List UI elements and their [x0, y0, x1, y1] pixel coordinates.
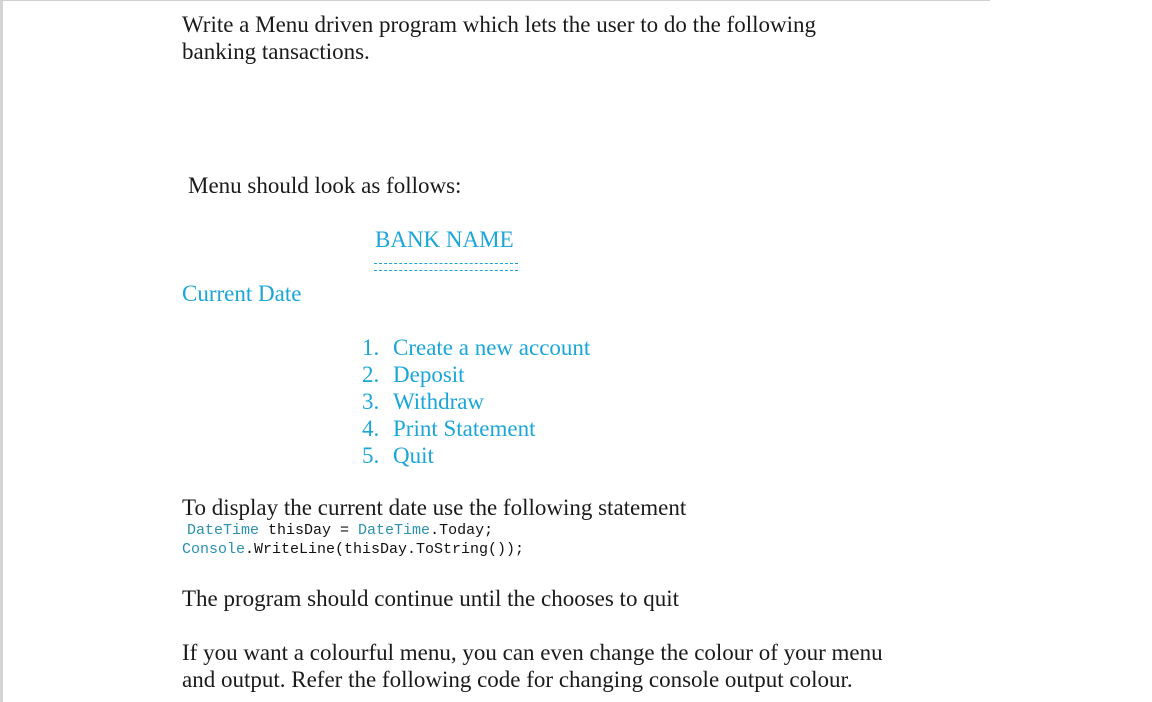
menu-item: 2. Deposit [362, 362, 465, 387]
continue-text: The program should continue until the chooses to quit [182, 586, 679, 611]
code-line-2: Console.WriteLine(thisDay.ToString()); [182, 541, 525, 558]
menu-list [362, 334, 590, 469]
date-instruction-text: To display the current date use the following statement [182, 495, 687, 520]
colour-line-2: and output. Refer the following code for changing console output colour. [182, 667, 853, 692]
menu-intro-text: Menu should look as follows: [188, 173, 462, 198]
menu-item: 1. Create a new account [362, 335, 591, 360]
intro-line-2: banking tansactions. [182, 39, 370, 64]
bank-name-heading: BANK NAME [375, 227, 514, 252]
menu-item: 3. Withdraw [362, 389, 485, 414]
top-page-rule [0, 0, 990, 1]
menu-item: 5. Quit [362, 443, 434, 468]
bank-name-underline [374, 263, 518, 271]
current-date-label: Current Date [182, 281, 302, 306]
code-line-1: DateTime thisDay = DateTime.Today; [187, 522, 494, 539]
left-margin-rule [0, 0, 3, 702]
intro-line-1: Write a Menu driven program which lets the user to do the following [182, 12, 816, 37]
menu-item: 4. Print Statement [362, 416, 536, 441]
colour-line-1: If you want a colourful menu, you can even change the colour of your menu [182, 640, 883, 665]
